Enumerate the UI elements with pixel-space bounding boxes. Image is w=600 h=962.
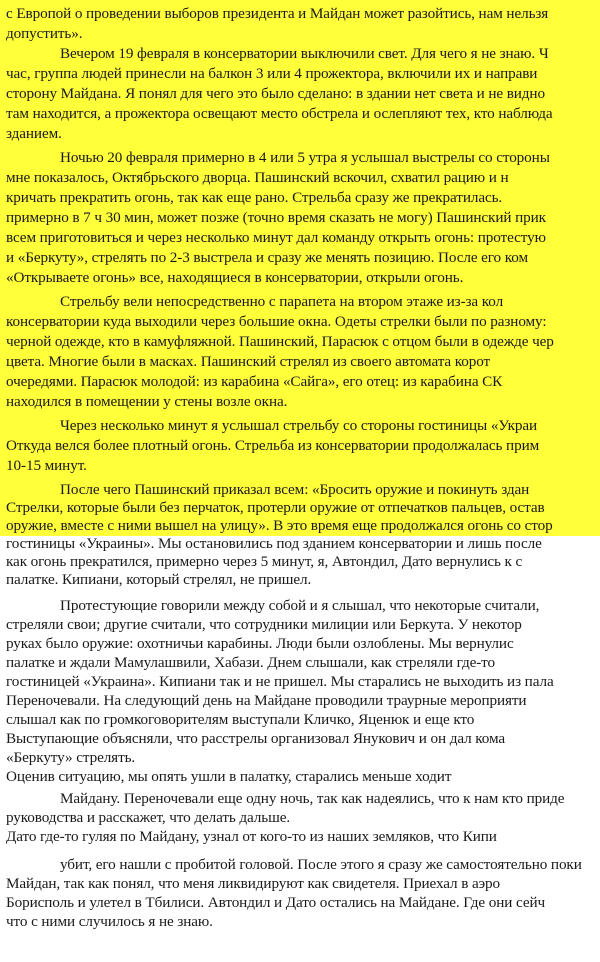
doc-line: Через несколько минут я услышал стрельбу со стороны гостиницы «Украи [60,417,538,434]
doc-line: палатке. Кипиани, который стрелял, не пришел. [6,571,312,588]
doc-line: Откуда велся более плотный огонь. Стрельба из консерватории продолжалась прим [6,437,540,454]
doc-line: цвета. Многие были в масках. Пашинский стрелял из своего автомата корот [6,353,491,370]
doc-line: Вечером 19 февраля в консерватории выключили свет. Для чего я не знаю. Ч [60,45,549,62]
doc-line: оружие, вместе с ними вышел на улицу». В это время еще продолжался огонь со стор [6,517,553,534]
doc-line: час, группа людей принесли на балкон 3 или 4 прожектора, включили их и направи [6,65,538,82]
doc-line: палатке и ждали Мамулашвили, Хабази. Днем слышали, как стреляли где-то [6,654,496,671]
doc-line: Борисполь и улетел в Тбилиси. Автондил и Дато остались на Майдане. Где они сейч [6,894,546,911]
doc-line: руках было оружие: охотничьи карабины. Люди были озлоблены. Мы вернулис [6,635,514,652]
doc-line: Выступающие объясняли, что расстрелы организовал Янукович и он дал кома [6,730,506,747]
doc-line: зданием. [6,125,62,142]
doc-line: консерватории куда выходили через большие окна. Одеты стрелки были по разному: [6,313,547,330]
doc-line: стреляли свои; другие считали, что сотрудники милиции или Беркута. У некотор [6,616,522,633]
doc-line: допустить». [6,25,83,42]
doc-line: там находится, а прожектора освещают место обстрела и ослепляют тех, кто наблюда [6,105,553,122]
doc-line: Ночью 20 февраля примерно в 4 или 5 утра я услышал выстрелы со стороны [60,149,550,166]
doc-line: всем приготовиться и через несколько минут дал команду открыть огонь: протестую [6,229,546,246]
doc-line: Майдану. Переночевали еще одну ночь, так как надеялись, что к нам кто приде [60,790,565,807]
doc-line: Протестующие говорили между собой и я слышал, что некоторые считали, [60,597,540,614]
doc-line: гостиницы «Украины». Мы остановились под зданием консерватории и лишь после [6,535,542,552]
doc-line: Дато где-то гуляя по Майдану, узнал от кого-то из наших земляков, что Кипи [6,828,497,845]
doc-line: Стрельбу вели непосредственно с парапета на втором этаже из-за кол [60,293,504,310]
doc-line: находился в помещении у стены возле окна. [6,393,288,410]
doc-line: После чего Пашинский приказал всем: «Бросить оружие и покинуть здан [60,481,530,498]
doc-line: Майдан, так как понял, что меня ликвидируют как свидетеля. Приехал в аэро [6,875,501,892]
doc-line: примерно в 7 ч 30 мин, может позже (точно время сказать не могу) Пашинский прик [6,209,546,226]
doc-line: и «Беркуту», стрелять по 2-3 выстрела и сразу же менять позицию. После его ком [6,249,528,266]
doc-line: Переночевали. На следующий день на Майдане проводили траурные мероприяти [6,692,527,709]
doc-line: «Беркуту» стрелять. [6,749,136,766]
doc-line: Оценив ситуацию, мы опять ушли в палатку, старались меньше ходит [6,768,452,785]
doc-line: руководства и расскажет, что делать дальше. [6,809,291,826]
doc-line: с Европой о проведении выборов президента и Майдан может разойтись, нам нельзя [6,5,549,22]
doc-line: Стрелки, которые были без перчаток, протерли оружие от отпечатков пальцев, остав [6,499,545,516]
doc-line: сторону Майдана. Я понял для чего это было сделано: в здании нет света и не видно [6,85,545,102]
doc-line: черной одежде, кто в камуфляжной. Пашинский, Парасюк с отцом были в одежде чер [6,333,554,350]
doc-line: очередями. Парасюк молодой: из карабина «Сайга», его отец: из карабина СК [6,373,503,390]
doc-line: что с ними случилось я не знаю. [6,913,213,930]
doc-line: как огонь прекратился, примерно через 5 минут, я, Автондил, Дато вернулись к с [6,553,523,570]
doc-line: убит, его нашли с пробитой головой. После этого я сразу же самостоятельно поки [60,856,582,873]
doc-line: мне показалось, Октябрьского дворца. Пашинский вскочил, схватил рацию и н [6,169,509,186]
doc-line: 10-15 минут. [6,457,87,474]
doc-line: слышал как по громкоговорителям выступали Кличко, Яценюк и еще кто [6,711,475,728]
doc-line: гостиницей «Украина». Кипиани так и не пришел. Мы старались не выходить из пала [6,673,554,690]
doc-line: кричать прекратить огонь, так как еще рано. Стрельба сразу же прекратилась. [6,189,503,206]
doc-line: «Открываете огонь» все, находящиеся в консерватории, открыли огонь. [6,269,464,286]
